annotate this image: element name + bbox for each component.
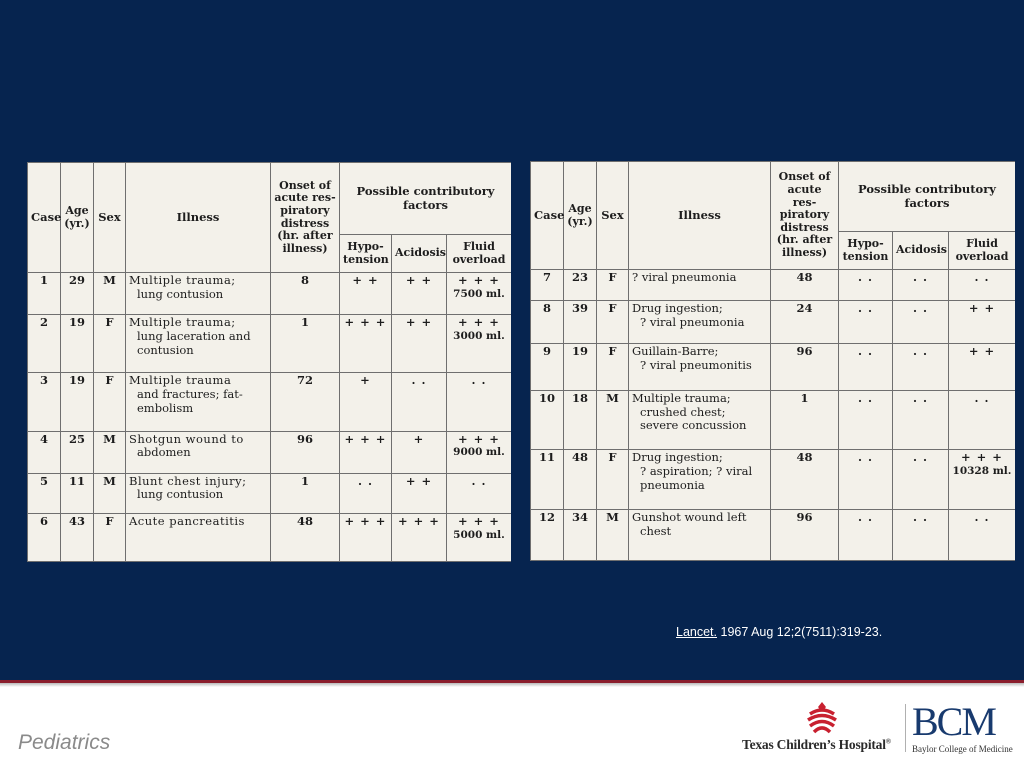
fluid-overload-value: . . [471, 473, 487, 488]
fluid-overload-cell [949, 270, 1016, 301]
left-table-image [27, 162, 511, 562]
case-number: 9 [531, 343, 564, 390]
fluid-overload-cell [447, 315, 512, 373]
illness-line-2: and fractures; fat-embolism [137, 387, 243, 415]
illness-line-2: ? viral pneumonia [640, 314, 745, 329]
illness-line-1: Multiple trauma [129, 373, 232, 388]
header-age: Age (yr.) [564, 162, 597, 270]
case-number: 5 [28, 473, 61, 513]
table-row [531, 450, 1016, 509]
acidosis-value: . . [893, 509, 949, 560]
age-value: 11 [61, 473, 94, 513]
acidosis-value: + + [392, 315, 447, 373]
header-acidosis: Acidosis [392, 235, 447, 273]
illness-line-1: ? viral pneumonia [632, 270, 737, 284]
illness-cell [126, 431, 271, 473]
illness-line-2: lung laceration and contusion [137, 328, 251, 357]
hypotension-value: . . [839, 390, 893, 449]
header-sex: Sex [94, 163, 126, 273]
case-number: 11 [531, 450, 564, 509]
acidosis-value: . . [893, 343, 949, 390]
fluid-overload-value: . . [974, 509, 990, 524]
fluid-overload-cell [949, 343, 1016, 390]
age-value: 39 [564, 300, 597, 343]
illness-line-1: Drug ingestion; [632, 450, 723, 465]
hypotension-value: . . [839, 509, 893, 560]
sex-value: M [94, 473, 126, 513]
sex-value: M [94, 431, 126, 473]
fluid-overload-cell [949, 390, 1016, 449]
case-number: 3 [28, 373, 61, 431]
sex-value: F [94, 373, 126, 431]
table-row [28, 273, 512, 315]
sex-value: M [597, 509, 629, 560]
age-value: 34 [564, 509, 597, 560]
age-value: 23 [564, 270, 597, 301]
sex-value: F [597, 300, 629, 343]
illness-line-1: Multiple trauma; [632, 390, 731, 405]
sex-value: F [94, 513, 126, 561]
fluid-overload-value: + + + [458, 431, 500, 446]
header-onset: Onset of acute res- piratory distress (hr. after illness) [271, 163, 340, 273]
onset-value: 8 [271, 273, 340, 315]
illness-line-1: Gunshot wound left [632, 509, 747, 524]
hypotension-value: + + + [340, 431, 392, 473]
age-value: 19 [61, 373, 94, 431]
illness-cell [629, 270, 771, 301]
header-fluid-overload: Fluid overload [447, 235, 512, 273]
bcm-name: Baylor College of Medicine [912, 744, 1013, 754]
fluid-overload-value: + + [968, 300, 996, 315]
illness-line-1: Shotgun wound to [129, 431, 244, 446]
illness-line-1: Acute pancreatitis [129, 513, 245, 528]
header-factors: Possible contributory factors [340, 163, 512, 235]
fluid-overload-cell [949, 450, 1016, 509]
acidosis-value: + + [392, 473, 447, 513]
table-row [531, 300, 1016, 343]
case-number: 8 [531, 300, 564, 343]
right-table-image [530, 161, 1015, 561]
age-value: 19 [61, 315, 94, 373]
illness-line-1: Blunt chest injury; [129, 473, 247, 488]
table-row [28, 513, 512, 561]
fluid-volume: 7500 ml. [453, 287, 505, 300]
illness-line-2: chest [640, 523, 672, 538]
age-value: 29 [61, 273, 94, 315]
onset-value: 48 [771, 450, 839, 509]
acidosis-value: . . [893, 390, 949, 449]
fluid-overload-cell [447, 513, 512, 561]
header-onset: Onset of acute res- piratory distress (hr. after illness) [771, 162, 839, 270]
acidosis-value: + + + [392, 513, 447, 561]
illness-line-2: lung contusion [137, 286, 224, 301]
illness-cell [126, 373, 271, 431]
cases-table-left [27, 162, 511, 562]
case-number: 7 [531, 270, 564, 301]
acidosis-value: + [392, 431, 447, 473]
case-number: 6 [28, 513, 61, 561]
footer-department-label: Pediatrics [18, 731, 111, 754]
illness-cell [629, 300, 771, 343]
illness-cell [629, 509, 771, 560]
illness-cell [629, 390, 771, 449]
fluid-overload-value: . . [974, 270, 990, 284]
onset-value: 48 [271, 513, 340, 561]
citation-details: 1967 Aug 12;2(7511):319-23. [717, 625, 883, 639]
age-value: 43 [61, 513, 94, 561]
fluid-overload-value: + + + [458, 273, 500, 287]
illness-cell [629, 343, 771, 390]
table-row [28, 431, 512, 473]
age-value: 48 [564, 450, 597, 509]
fluid-overload-value: . . [471, 373, 487, 388]
sex-value: F [597, 450, 629, 509]
onset-value: 96 [271, 431, 340, 473]
hypotension-value: + + + [340, 513, 392, 561]
sex-value: F [597, 270, 629, 301]
case-number: 10 [531, 390, 564, 449]
hypotension-value: + + [340, 273, 392, 315]
illness-line-2: crushed chest; severe concussion [640, 404, 747, 433]
case-number: 2 [28, 315, 61, 373]
case-number: 1 [28, 273, 61, 315]
illness-cell [126, 315, 271, 373]
onset-value: 1 [771, 390, 839, 449]
fluid-overload-cell [447, 273, 512, 315]
acidosis-value: . . [392, 373, 447, 431]
onset-value: 72 [271, 373, 340, 431]
header-factors: Possible contributory factors [839, 162, 1016, 232]
hypotension-value: . . [839, 270, 893, 301]
citation [676, 625, 882, 639]
onset-value: 96 [771, 509, 839, 560]
header-acidosis: Acidosis [893, 232, 949, 270]
fluid-overload-value: + + [968, 343, 996, 358]
header-hypotension: Hypo- tension [839, 232, 893, 270]
header-illness: Illness [126, 163, 271, 273]
header-case: Case [28, 163, 61, 273]
sex-value: F [94, 315, 126, 373]
table-row [531, 390, 1016, 449]
header-fluid-overload: Fluid overload [949, 232, 1016, 270]
onset-value: 96 [771, 343, 839, 390]
fluid-overload-cell [447, 473, 512, 513]
hypotension-value: + [340, 373, 392, 431]
cases-table-right [530, 161, 1015, 561]
age-value: 19 [564, 343, 597, 390]
texas-childrens-hospital-logo [742, 700, 902, 760]
onset-value: 1 [271, 315, 340, 373]
illness-line-1: Multiple trauma; [129, 273, 236, 287]
onset-value: 1 [271, 473, 340, 513]
acidosis-value: . . [893, 270, 949, 301]
fluid-overload-cell [949, 509, 1016, 560]
illness-cell [126, 273, 271, 315]
onset-value: 24 [771, 300, 839, 343]
citation-journal-link[interactable]: Lancet. [676, 625, 718, 639]
acidosis-value: . . [893, 300, 949, 343]
illness-line-1: Multiple trauma; [129, 315, 236, 330]
case-number: 4 [28, 431, 61, 473]
tch-registered-mark: ® [885, 737, 891, 746]
case-number: 12 [531, 509, 564, 560]
table-row [28, 373, 512, 431]
logo-divider [905, 704, 906, 752]
fluid-overload-value: + + + [458, 315, 500, 330]
fluid-volume: 5000 ml. [453, 528, 505, 541]
illness-cell [126, 513, 271, 561]
header-hypotension: Hypo- tension [340, 235, 392, 273]
hypotension-value: . . [839, 343, 893, 390]
fluid-overload-value: . . [974, 390, 990, 405]
acidosis-value: . . [893, 450, 949, 509]
fluid-overload-cell [949, 300, 1016, 343]
fluid-volume: 9000 ml. [453, 446, 505, 459]
fluid-volume: 3000 ml. [453, 329, 505, 342]
table-row [28, 473, 512, 513]
hypotension-value: . . [340, 473, 392, 513]
age-value: 25 [61, 431, 94, 473]
header-sex: Sex [597, 162, 629, 270]
fluid-overload-value: + + + [458, 513, 500, 528]
hypotension-value: . . [839, 450, 893, 509]
tch-name: Texas Children’s Hospital [742, 737, 886, 752]
illness-cell [126, 473, 271, 513]
illness-line-2: lung contusion [137, 487, 224, 502]
tch-wordmark [742, 737, 891, 753]
illness-cell [629, 450, 771, 509]
illness-line-2: abdomen [137, 445, 191, 460]
hypotension-value: . . [839, 300, 893, 343]
fluid-volume: 10328 ml. [952, 465, 1012, 478]
illness-line-1: Guillain-Barre; [632, 343, 719, 358]
header-age: Age (yr.) [61, 163, 94, 273]
bcm-wordmark: BCM [912, 699, 995, 744]
fluid-overload-cell [447, 373, 512, 431]
illness-line-1: Drug ingestion; [632, 300, 723, 315]
tch-ribbon-icon [804, 700, 840, 736]
table-row [28, 315, 512, 373]
bcm-logo [912, 699, 1013, 758]
sex-value: F [597, 343, 629, 390]
fluid-overload-cell [447, 431, 512, 473]
sex-value: M [94, 273, 126, 315]
illness-line-2: ? aspiration; ? viral pneumonia [640, 464, 753, 492]
footer-rule-shadow [0, 683, 1024, 687]
illness-line-2: ? viral pneumonitis [640, 357, 752, 372]
table-row [531, 270, 1016, 301]
sex-value: M [597, 390, 629, 449]
onset-value: 48 [771, 270, 839, 301]
header-case: Case [531, 162, 564, 270]
hypotension-value: + + + [340, 315, 392, 373]
table-row [531, 509, 1016, 560]
fluid-overload-value: + + + [961, 450, 1003, 465]
age-value: 18 [564, 390, 597, 449]
acidosis-value: + + [392, 273, 447, 315]
header-illness: Illness [629, 162, 771, 270]
table-row [531, 343, 1016, 390]
